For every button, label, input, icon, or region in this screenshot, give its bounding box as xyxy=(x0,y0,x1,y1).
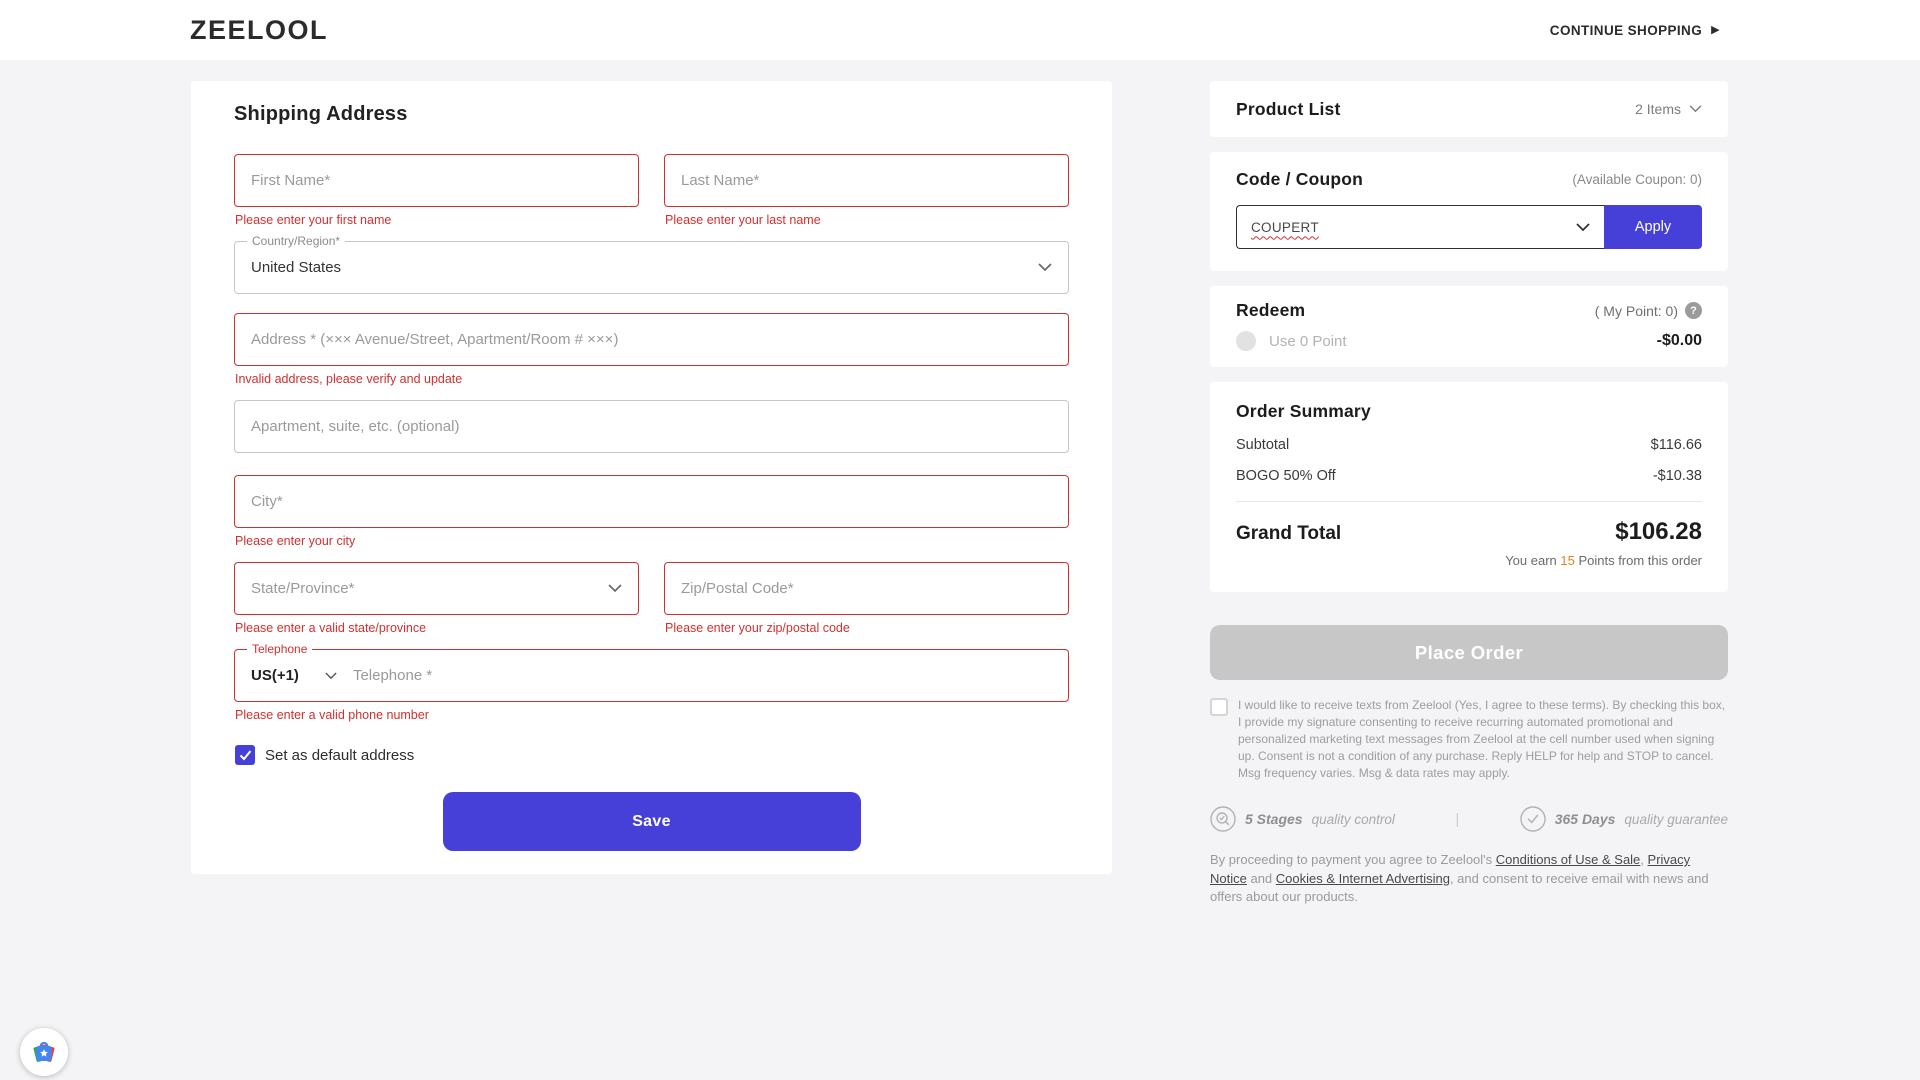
sms-consent-row xyxy=(1210,697,1728,782)
quality-guarantee-badge xyxy=(1520,806,1728,832)
coupon-input[interactable] xyxy=(1236,205,1604,249)
quality-divider: | xyxy=(1455,810,1460,828)
discount-value: -$10.38 xyxy=(1652,468,1702,484)
country-region-value: United States xyxy=(251,259,342,276)
country-region-select[interactable] xyxy=(234,234,1069,294)
product-list-header[interactable] xyxy=(1210,81,1728,137)
save-button[interactable]: Save xyxy=(443,792,861,851)
product-list-count: 2 Items xyxy=(1635,101,1681,117)
coupon-input-value: COUPERT xyxy=(1251,219,1319,235)
points-earned-note: You earn 15 Points from this order xyxy=(1505,553,1702,568)
apartment-input[interactable] xyxy=(234,400,1069,453)
state-province-error: Please enter a valid state/province xyxy=(235,621,427,635)
phone-country-code-select[interactable] xyxy=(251,667,337,684)
redeem-title: Redeem xyxy=(1236,300,1306,320)
checked-checkbox-icon[interactable] xyxy=(235,745,255,765)
order-summary-card xyxy=(1210,382,1728,592)
grand-total-row xyxy=(1236,518,1702,546)
summary-divider xyxy=(1236,501,1702,502)
available-coupon-count: (Available Coupon: 0) xyxy=(1572,172,1702,187)
product-list-title: Product List xyxy=(1236,98,1341,119)
legal-text: By proceeding to payment you agree to Zeelool's Conditions of Use & Sale, Privacy Notice and Cookies & Internet Advertising, and consent to receive email with news and offers about our products. xyxy=(1210,852,1709,905)
privacy-notice-link[interactable]: Privacy Notice xyxy=(1210,852,1691,886)
name-row xyxy=(234,154,1069,228)
telephone-label: Telephone xyxy=(247,642,312,656)
grand-total-label: Grand Total xyxy=(1236,523,1342,544)
shipping-address-card xyxy=(191,81,1112,874)
grand-total-value: $106.28 xyxy=(1615,518,1702,545)
chevron-down-icon xyxy=(608,584,622,593)
subtotal-value: $116.66 xyxy=(1650,437,1702,453)
subtotal-label: Subtotal xyxy=(1236,437,1290,453)
summary-row-discount xyxy=(1236,468,1702,484)
quality-control-bold: 5 Stages xyxy=(1245,811,1303,828)
points-earned-value: 15 xyxy=(1560,553,1575,568)
quality-badges-row xyxy=(1210,806,1728,832)
arrow-right-icon: ▶ xyxy=(1711,23,1720,36)
zeelool-logo[interactable]: ZEELOOL xyxy=(190,14,328,45)
use-point-label: Use 0 Point xyxy=(1269,332,1347,350)
state-zip-row xyxy=(234,562,1069,636)
apply-coupon-button[interactable]: Apply xyxy=(1604,205,1702,249)
last-name-error: Please enter your last name xyxy=(665,213,821,227)
country-region-label: Country/Region* xyxy=(247,234,345,248)
conditions-link[interactable]: Conditions of Use & Sale xyxy=(1495,852,1641,868)
place-order-button[interactable]: Place Order xyxy=(1210,625,1728,680)
order-summary-title: Order Summary xyxy=(1236,401,1371,421)
checkout-main xyxy=(0,60,1920,907)
telephone-input[interactable] xyxy=(353,667,1052,684)
city-error: Please enter your city xyxy=(235,534,356,548)
state-province-select[interactable] xyxy=(234,562,639,615)
top-header xyxy=(0,0,1920,60)
quality-control-rest: quality control xyxy=(1311,811,1395,827)
coupon-card xyxy=(1210,152,1728,271)
shipping-address-title: Shipping Address xyxy=(234,103,408,125)
address-error: Invalid address, please verify and update xyxy=(235,372,463,386)
chevron-down-icon xyxy=(1689,105,1702,113)
shield-check-icon xyxy=(1520,806,1546,832)
use-point-toggle[interactable] xyxy=(1236,331,1256,351)
redeem-card xyxy=(1210,286,1728,367)
zip-postal-input[interactable] xyxy=(664,562,1069,615)
city-input[interactable] xyxy=(234,475,1069,528)
chevron-down-icon[interactable] xyxy=(1576,223,1590,232)
last-name-input[interactable] xyxy=(664,154,1069,207)
coupon-title: Code / Coupon xyxy=(1236,169,1364,189)
telephone-field xyxy=(234,642,1069,702)
continue-shopping-link[interactable] xyxy=(1550,23,1720,38)
quality-guarantee-bold: 365 Days xyxy=(1554,811,1616,828)
zip-postal-error: Please enter your zip/postal code xyxy=(665,621,850,635)
summary-row-subtotal xyxy=(1236,437,1702,453)
first-name-error: Please enter your first name xyxy=(235,213,392,227)
phone-country-code-value: US(+1) xyxy=(251,667,299,684)
first-name-input[interactable] xyxy=(234,154,639,207)
state-province-placeholder: State/Province* xyxy=(251,580,355,597)
order-sidebar xyxy=(1210,81,1728,907)
telephone-error: Please enter a valid phone number xyxy=(235,708,429,722)
sms-consent-checkbox[interactable] xyxy=(1210,698,1228,716)
sms-consent-text: I would like to receive texts from Zeelool (Yes, I agree to these terms). By checking this box, I provide my signature consenting to receive recurring automated promotional and personalized marketing text messages from Zeelool at the cell number used when signing up. Consent is not a condition of any purchase. Reply HELP for help and STOP to cancel. Msg frequency varies. Msg & data rates may apply. xyxy=(1238,698,1726,781)
my-point-label: ( My Point: 0) xyxy=(1594,302,1678,319)
shopping-bag-star-icon xyxy=(30,1038,58,1066)
address-input[interactable] xyxy=(234,313,1069,366)
coupon-extension-button[interactable] xyxy=(20,1028,68,1076)
help-icon[interactable]: ? xyxy=(1685,302,1702,319)
discount-label: BOGO 50% Off xyxy=(1236,468,1336,484)
cookies-advertising-link[interactable]: Cookies & Internet Advertising xyxy=(1275,870,1450,886)
continue-shopping-label: CONTINUE SHOPPING xyxy=(1549,22,1703,38)
redeem-amount: -$0.00 xyxy=(1656,332,1702,349)
quality-control-badge xyxy=(1210,806,1395,832)
set-default-address-row[interactable] xyxy=(235,745,1069,765)
chevron-down-icon xyxy=(325,672,337,680)
magnifier-check-icon xyxy=(1210,806,1236,832)
quality-guarantee-rest: quality guarantee xyxy=(1624,811,1728,827)
set-default-address-label: Set as default address xyxy=(265,746,415,764)
chevron-down-icon xyxy=(1038,263,1052,272)
